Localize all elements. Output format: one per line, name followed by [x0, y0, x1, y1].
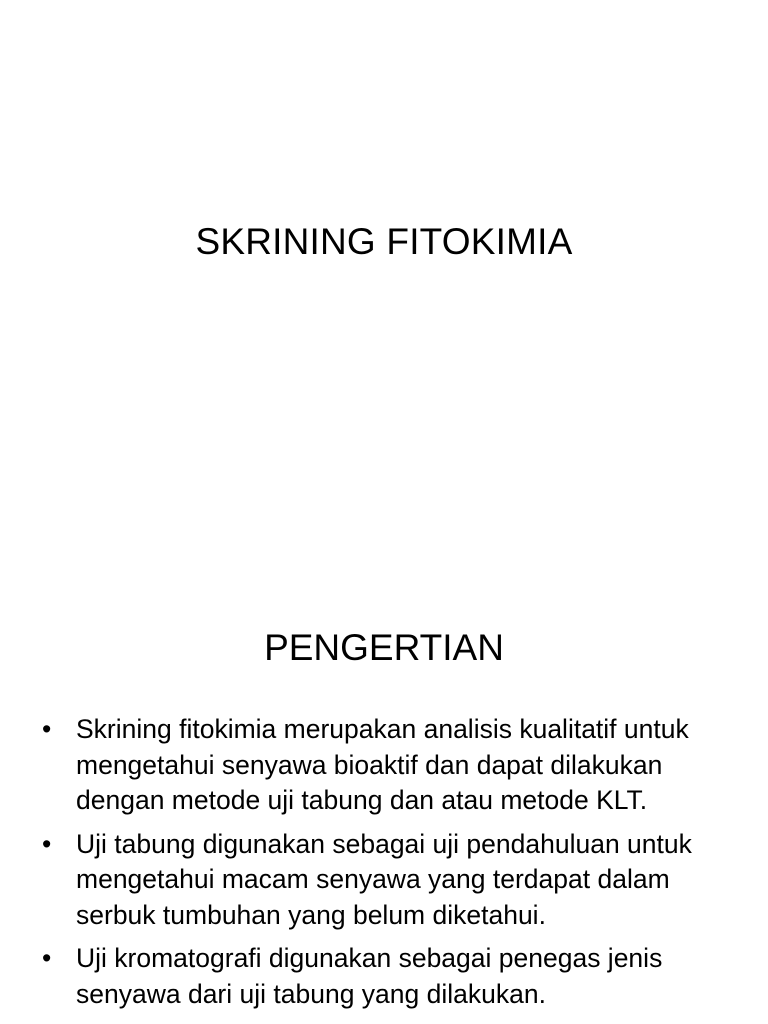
- bullet-item: [40, 941, 740, 1012]
- slide-pengertian: [0, 576, 768, 1024]
- slide-title-heading: SKRINING FITOKIMIA: [195, 221, 573, 262]
- bullet-list: [40, 712, 740, 1020]
- bullet-marker: •: [42, 714, 52, 744]
- bullet-marker: •: [42, 828, 52, 859]
- bullet-text: Uji kromatografi digunakan sebagai penegas jenis senyawa dari uji tabung yang dilakukan.: [76, 943, 663, 1009]
- bullet-item: [40, 827, 740, 934]
- bullet-text: Skrining fitokimia merupakan analisis kualitatif untuk mengetahui senyawa bioaktif dan dapat dilakukan dengan metode uji tabung dan atau metode KLT.: [76, 714, 689, 815]
- bullet-item: [40, 712, 740, 819]
- bullet-text: Uji tabung digunakan sebagai uji pendahuluan untuk mengetahui macam senyawa yang terdapat dalam serbuk tumbuhan yang belum diketahui.: [76, 828, 692, 930]
- bullet-marker: •: [42, 943, 52, 973]
- section-heading: PENGERTIAN: [264, 627, 504, 668]
